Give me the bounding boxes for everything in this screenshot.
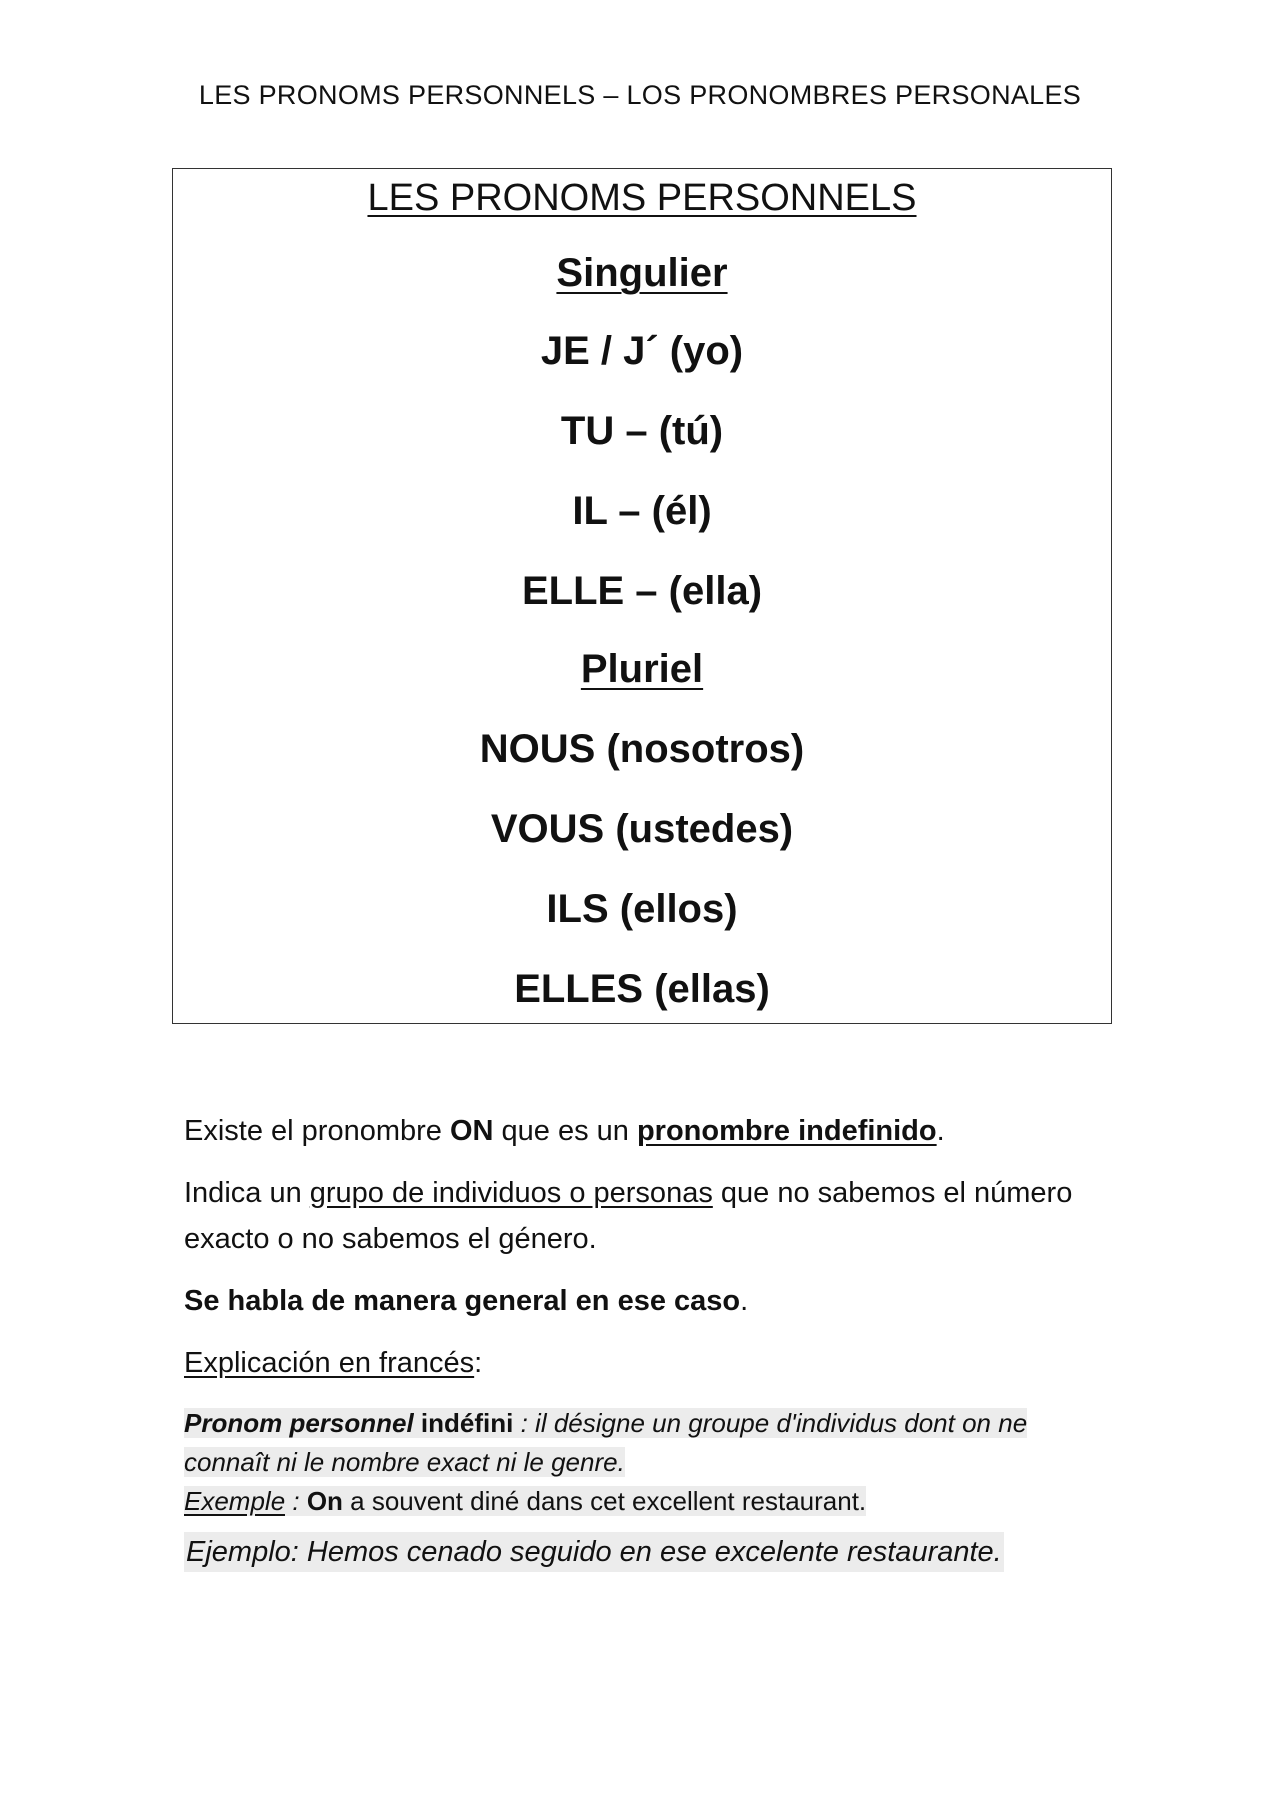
definition-text: : il désigne un groupe d'individus dont on ne connaît ni le nombre exact ni le genre.: [184, 1408, 1028, 1477]
paragraph-group: [184, 1170, 1084, 1262]
p1-period: .: [936, 1115, 945, 1147]
example-on: On: [306, 1486, 343, 1516]
box-title: LES PRONOMS PERSONNELS: [367, 177, 917, 219]
term-pronom-personnel: Pronom personnel: [184, 1408, 414, 1438]
explanation-label: Explicación en francés: [184, 1347, 475, 1379]
p1-text-2: que es un: [493, 1115, 637, 1147]
term-indefini: indéfini: [413, 1408, 514, 1438]
pronoun-ils: ILS (ellos): [546, 887, 738, 931]
pronoun-je: JE / J´ (yo): [540, 329, 744, 373]
p2-text-2: que no sabemos el número exacto o no sabemos el género.: [184, 1177, 1073, 1255]
pronoun-elles: ELLES (ellas): [514, 967, 770, 1011]
indefinite-pronoun-term: pronombre indefinido: [636, 1115, 937, 1147]
singular-heading: Singulier: [556, 251, 728, 295]
pronoun-tu: TU – (tú): [560, 409, 724, 453]
example-sep: :: [285, 1486, 307, 1516]
spanish-example: Ejemplo: Hemos cenado seguido en ese excelente restaurante.: [184, 1532, 1004, 1572]
pronoun-table: [172, 168, 1112, 1024]
paragraph-explanation-label: [184, 1340, 1084, 1386]
pronoun-vous: VOUS (ustedes): [490, 807, 794, 851]
pronoun-elle: ELLE – (ella): [521, 569, 763, 613]
p3-period: .: [740, 1285, 749, 1317]
pronoun-il: IL – (él): [572, 489, 712, 533]
general-bold: Se habla de manera general en ese caso: [184, 1285, 741, 1317]
p1-text: Existe el pronombre: [184, 1115, 450, 1147]
group-underlined: grupo de individuos o personas: [309, 1177, 713, 1209]
on-bold: ON: [449, 1115, 494, 1147]
page-title: LES PRONOMS PERSONNELS – LOS PRONOMBRES PERSONALES: [198, 80, 1082, 110]
p4-colon: :: [474, 1347, 483, 1379]
french-definition: [184, 1404, 1084, 1521]
paragraph-on-pronoun: [184, 1108, 1084, 1154]
paragraph-general: [184, 1278, 1084, 1324]
pronoun-nous: NOUS (nosotros): [479, 727, 805, 771]
plural-heading: Pluriel: [580, 647, 704, 691]
example-text: a souvent diné dans cet excellent restaurant.: [342, 1486, 867, 1516]
example-label: Exemple: [184, 1486, 286, 1516]
p2-text: Indica un: [184, 1177, 310, 1209]
